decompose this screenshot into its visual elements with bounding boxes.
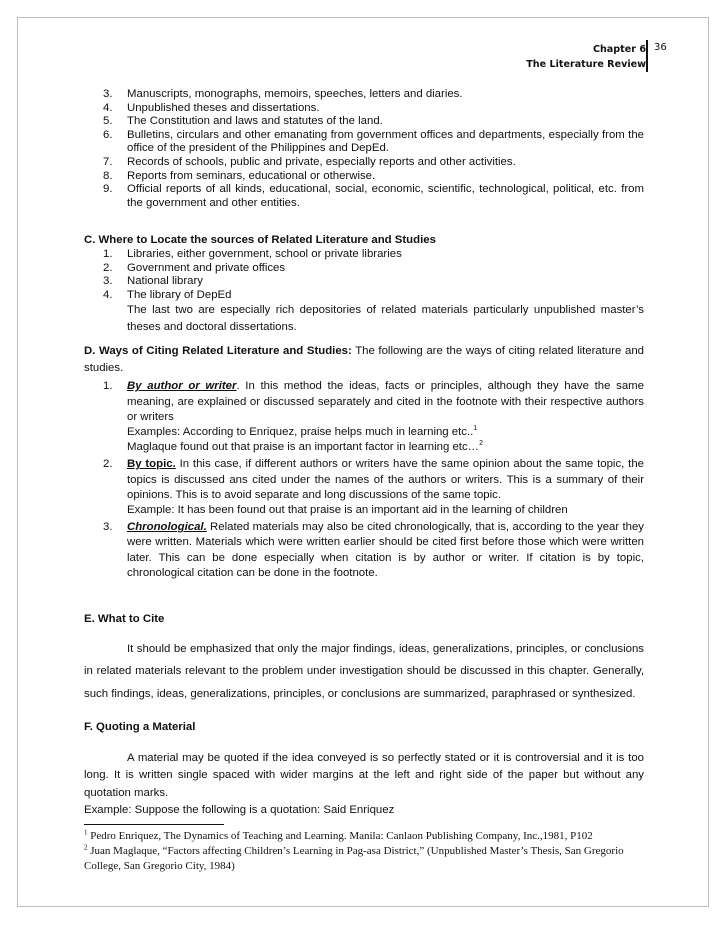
list-item bbox=[84, 156, 644, 170]
item-text: Manuscripts, monographs, memoirs, speeches, letters and diaries. bbox=[127, 88, 463, 100]
method-label: By topic. bbox=[127, 458, 176, 471]
footnote-text: Juan Maglaque, “Factors affecting Children’s Learning in Pag-asa District,” (Unpublished Master’s Thesis, San Gregorio College, San Gregorio City, 1984) bbox=[84, 844, 624, 872]
list-item bbox=[84, 129, 644, 156]
example-line: Example: It has been found out that praise is an important aid in the learning of children bbox=[127, 503, 568, 516]
item-number: 1. bbox=[103, 247, 113, 260]
section-d-heading: D. Ways of Citing Related Literature and Studies: bbox=[84, 345, 352, 358]
item-number: 3. bbox=[103, 275, 113, 288]
list-item bbox=[84, 88, 644, 102]
footnote-marker: 2 bbox=[84, 842, 88, 851]
list-item bbox=[84, 262, 644, 276]
section-c-note: The last two are especially rich depositories of related materials particularly unpublished master’s theses and doctoral dissertations. bbox=[127, 304, 644, 334]
sources-list bbox=[84, 88, 644, 210]
footnote-marker: 1 bbox=[84, 827, 88, 836]
method-text: . In this method the ideas, facts or principles, although they have the same meaning, are explained or discussed separately and cited in the footnote with their respective authors or writers bbox=[127, 380, 644, 423]
document-body bbox=[84, 88, 644, 874]
section-d-intro bbox=[84, 343, 644, 377]
method-label: By author or writer bbox=[127, 380, 237, 393]
citing-methods-list bbox=[84, 379, 644, 581]
footnote bbox=[84, 829, 644, 844]
example-line bbox=[127, 440, 644, 455]
section-e-body: It should be emphasized that only the major findings, ideas, generalizations, principles, or conclusions in related materials relevant to the problem under investigation should be discussed in this chapter. Generally, such findings, ideas, generalizations, principles, or conclusions are summarized, paraphrased or synthesized. bbox=[84, 642, 644, 700]
item-text: The library of DepEd bbox=[127, 288, 232, 301]
section-e-heading: E. What to Cite bbox=[84, 612, 165, 625]
item-text: The Constitution and laws and statutes of the land. bbox=[127, 115, 383, 128]
item-number: 3. bbox=[103, 521, 113, 534]
example-text: Maglaque found out that praise is an important factor in learning etc… bbox=[127, 441, 480, 454]
list-item bbox=[84, 248, 644, 262]
item-number: 6. bbox=[103, 128, 113, 141]
page-number: 36 bbox=[654, 42, 667, 53]
footnote bbox=[84, 844, 644, 874]
item-text: Unpublished theses and dissertations. bbox=[127, 101, 320, 114]
footnote-ref: 1 bbox=[473, 425, 478, 433]
chapter-label: Chapter 6 bbox=[592, 44, 646, 55]
item-number: 8. bbox=[103, 169, 113, 182]
item-text: Official reports of all kinds, educational, social, economic, scientific, technological, political, etc. from the government and other entities. bbox=[127, 183, 644, 209]
list-item bbox=[84, 275, 644, 289]
example-line bbox=[127, 425, 644, 440]
footnote-ref: 2 bbox=[479, 440, 483, 448]
item-number: 2. bbox=[103, 261, 113, 274]
item-number: 4. bbox=[103, 101, 113, 114]
item-text: National library bbox=[127, 275, 203, 288]
section-f-heading: F. Quoting a Material bbox=[84, 721, 196, 734]
item-number: 3. bbox=[103, 88, 113, 100]
list-item bbox=[84, 183, 644, 210]
item-text: Records of schools, public and private, especially reports and other activities. bbox=[127, 155, 516, 168]
list-item bbox=[84, 170, 644, 184]
item-text: Reports from seminars, educational or otherwise. bbox=[127, 169, 376, 182]
footnote-text: Pedro Enriquez, The Dynamics of Teaching and Learning. Manila: Canlaon Publishing Company, Inc.,1981, P102 bbox=[87, 829, 593, 842]
list-item bbox=[84, 457, 644, 518]
section-c-heading: C. Where to Locate the sources of Related Literature and Studies bbox=[84, 234, 436, 247]
item-text: Government and private offices bbox=[127, 261, 286, 274]
header-divider bbox=[646, 40, 648, 72]
section-f-body: A material may be quoted if the idea conveyed is so perfectly stated or it is controversial and it is too long. It is written single spaced with wider margins at the left and right side of the paper but without any quotation marks. bbox=[84, 751, 644, 799]
running-header bbox=[526, 42, 646, 72]
list-item bbox=[84, 115, 644, 129]
list-item bbox=[84, 379, 644, 455]
item-text: Libraries, either government, school or private libraries bbox=[127, 247, 402, 260]
method-text: In this case, if different authors or writers have the same opinion about the same topic, the topics is discussed ans cited under the names of the authors or writers. This is a summary of their opinions. This is to avoid separate and long discussions of the same topic. bbox=[127, 458, 644, 501]
item-number: 7. bbox=[103, 155, 113, 168]
method-label: Chronological. bbox=[127, 521, 207, 534]
section-label: The Literature Review bbox=[526, 59, 646, 70]
locations-list bbox=[84, 248, 644, 302]
item-number: 1. bbox=[103, 380, 113, 393]
method-text: Related materials may also be cited chronologically, that is, according to the year they were written. Materials which were written earlier should be cited first before those which were written later. This can be done especially when citation is by author or writer. If citation is by topic, chronological citation can be done in the footnote. bbox=[127, 521, 644, 579]
item-number: 4. bbox=[103, 288, 113, 301]
example-text: Examples: According to Enriquez, praise helps much in learning etc.. bbox=[127, 425, 474, 438]
item-number: 9. bbox=[103, 183, 113, 196]
footnote-divider bbox=[84, 824, 224, 825]
item-number: 5. bbox=[103, 115, 113, 128]
item-text: Bulletins, circulars and other emanating from government offices and departments, especially from the office of the president of the Philippines and DepEd. bbox=[127, 128, 644, 155]
section-d-intro-text: The following are the ways of citing related literature and studies. bbox=[84, 345, 644, 375]
section-f-example: Example: Suppose the following is a quotation: Said Enriquez bbox=[84, 804, 395, 817]
list-item bbox=[84, 520, 644, 581]
list-item bbox=[84, 289, 644, 303]
list-item bbox=[84, 102, 644, 116]
item-number: 2. bbox=[103, 458, 113, 471]
